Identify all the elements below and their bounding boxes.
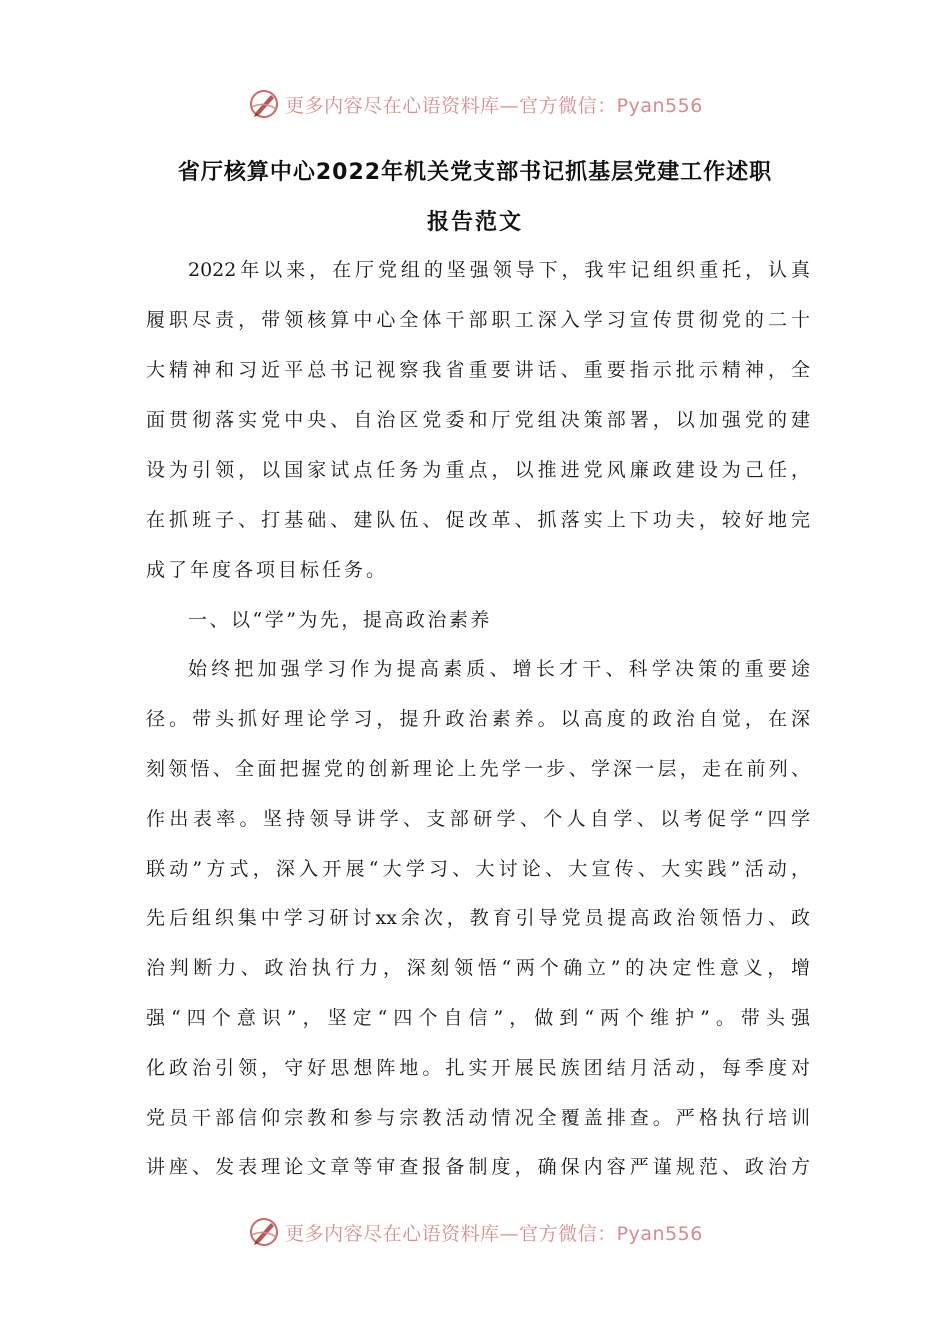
watermark-text: 更多内容尽在心语资料库—官方微信：Pyan556 <box>285 94 703 117</box>
wechat-handle: Pyan556 <box>616 1222 703 1245</box>
wechat-handle: Pyan556 <box>616 94 703 117</box>
body-line: 治判断力、政治执行力，深刻领悟“两个确立”的决定性意义，增 <box>146 957 810 979</box>
body-line: 设为引领，以国家试点任务为重点，以推进党风廉政建设为己任， <box>146 459 810 481</box>
body-line: 径。带头抓好理论学习，提升政治素养。以高度的政治自觉，在深 <box>146 708 810 730</box>
document-title-line-2: 报告范文 <box>426 210 523 235</box>
section-heading: 一、以“学”为先，提高政治素养 <box>188 609 492 631</box>
watermark-banner-bottom <box>0 1212 950 1252</box>
watermark-text: 更多内容尽在心语资料库—官方微信：Pyan556 <box>285 1222 703 1245</box>
body-line: 履职尽责，带领核算中心全体干部职工深入学习宣传贯彻党的二十 <box>146 309 810 331</box>
body-line: 成了年度各项目标任务。 <box>146 559 389 581</box>
body-line: 面贯彻落实党中央、自治区党委和厅党组决策部署，以加强党的建 <box>146 409 810 431</box>
document-title-line-1: 省厅核算中心2022年机关党支部书记抓基层党建工作述职 <box>177 160 773 185</box>
body-line: 先后组织集中学习研讨xx余次，教育引导党员提高政治领悟力、政 <box>146 907 810 929</box>
body-line: 讲座、发表理论文章等审查报备制度，确保内容严谨规范、政治方 <box>146 1156 810 1178</box>
watermark-banner-top <box>0 84 950 124</box>
pen-logo-icon <box>247 1215 281 1249</box>
body-line: 化政治引领，守好思想阵地。扎实开展民族团结月活动，每季度对 <box>146 1057 810 1079</box>
body-line: 联动”方式，深入开展“大学习、大讨论、大宣传、大实践”活动， <box>146 858 810 880</box>
body-line: 始终把加强学习作为提高素质、增长才干、科学决策的重要途 <box>188 658 810 680</box>
body-line: 强“四个意识”，坚定“四个自信”，做到“两个维护”。带头强 <box>146 1007 810 1029</box>
pen-logo-icon <box>247 87 281 121</box>
body-line: 作出表率。坚持领导讲学、支部研学、个人自学、以考促学“四学 <box>146 808 810 830</box>
body-line: 党员干部信仰宗教和参与宗教活动情况全覆盖排查。严格执行培训 <box>146 1107 810 1129</box>
body-line: 2022年以来，在厅党组的坚强领导下，我牢记组织重托，认真 <box>188 259 810 281</box>
body-line: 在抓班子、打基础、建队伍、促改革、抓落实上下功夫，较好地完 <box>146 509 810 531</box>
body-line: 大精神和习近平总书记视察我省重要讲话、重要指示批示精神，全 <box>146 359 810 381</box>
body-line: 刻领悟、全面把握党的创新理论上先学一步、学深一层，走在前列、 <box>146 758 810 780</box>
